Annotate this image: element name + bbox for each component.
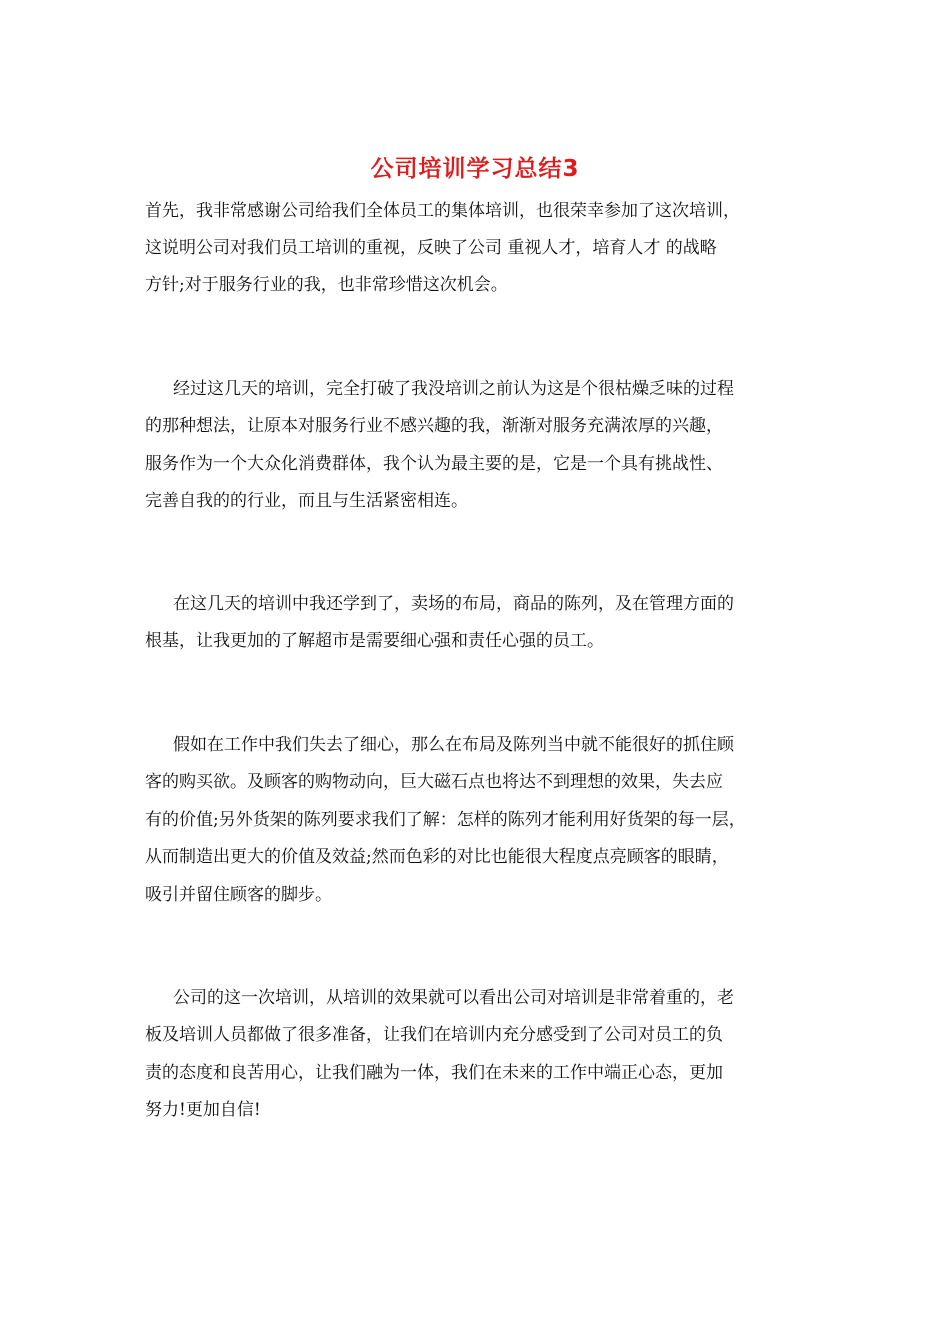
paragraph-4-line-3: 有的价值;另外货架的陈列要求我们了解：怎样的陈列才能利用好货架的每一层，	[145, 810, 746, 830]
paragraph-3-line-2: 根基，让我更加的了解超市是需要细心强和责任心强的员工。	[145, 631, 604, 651]
paragraph-2-line-1: 经过这几天的培训，完全打破了我没培训之前认为这是个很枯燥乏味的过程	[173, 379, 734, 399]
paragraph-1-line-3: 方针;对于服务行业的我，也非常珍惜这次机会。	[145, 275, 508, 295]
paragraph-1-line-1: 首先，我非常感谢公司给我们全体员工的集体培训，也很荣幸参加了这次培训，	[145, 201, 740, 221]
paragraph-2-line-4: 完善自我的的行业，而且与生活紧密相连。	[145, 491, 468, 511]
paragraph-4-line-2: 客的购买欲。及顾客的购物动向，巨大磁石点也将达不到理想的效果，失去应	[145, 772, 723, 792]
paragraph-5-line-3: 责的态度和良苦用心，让我们融为一体，我们在未来的工作中端正心态，更加	[145, 1063, 723, 1083]
paragraph-4-line-4: 从而制造出更大的价值及效益;然而色彩的对比也能很大程度点亮顾客的眼睛，	[145, 847, 729, 867]
paragraph-4-line-1: 假如在工作中我们失去了细心，那么在布局及陈列当中就不能很好的抓住顾	[173, 735, 734, 755]
paragraph-4-line-5: 吸引并留住顾客的脚步。	[145, 885, 332, 905]
paragraph-1-line-2: 这说明公司对我们员工培训的重视，反映了公司 重视人才，培育人才 的战略	[145, 238, 717, 258]
document-title: 公司培训学习总结3	[370, 156, 580, 182]
paragraph-5-line-2: 板及培训人员都做了很多准备，让我们在培训内充分感受到了公司对员工的负	[145, 1025, 723, 1045]
paragraph-2-line-2: 的那种想法，让原本对服务行业不感兴趣的我，渐渐对服务充满浓厚的兴趣，	[145, 416, 723, 436]
paragraph-5-line-1: 公司的这一次培训，从培训的效果就可以看出公司对培训是非常着重的，老	[173, 988, 734, 1008]
paragraph-2-line-3: 服务作为一个大众化消费群体，我个认为最主要的是，它是一个具有挑战性、	[145, 454, 723, 474]
paragraph-3-line-1: 在这几天的培训中我还学到了，卖场的布局，商品的陈列，及在管理方面的	[173, 594, 734, 614]
paragraph-5-line-4: 努力!更加自信!	[145, 1100, 261, 1120]
